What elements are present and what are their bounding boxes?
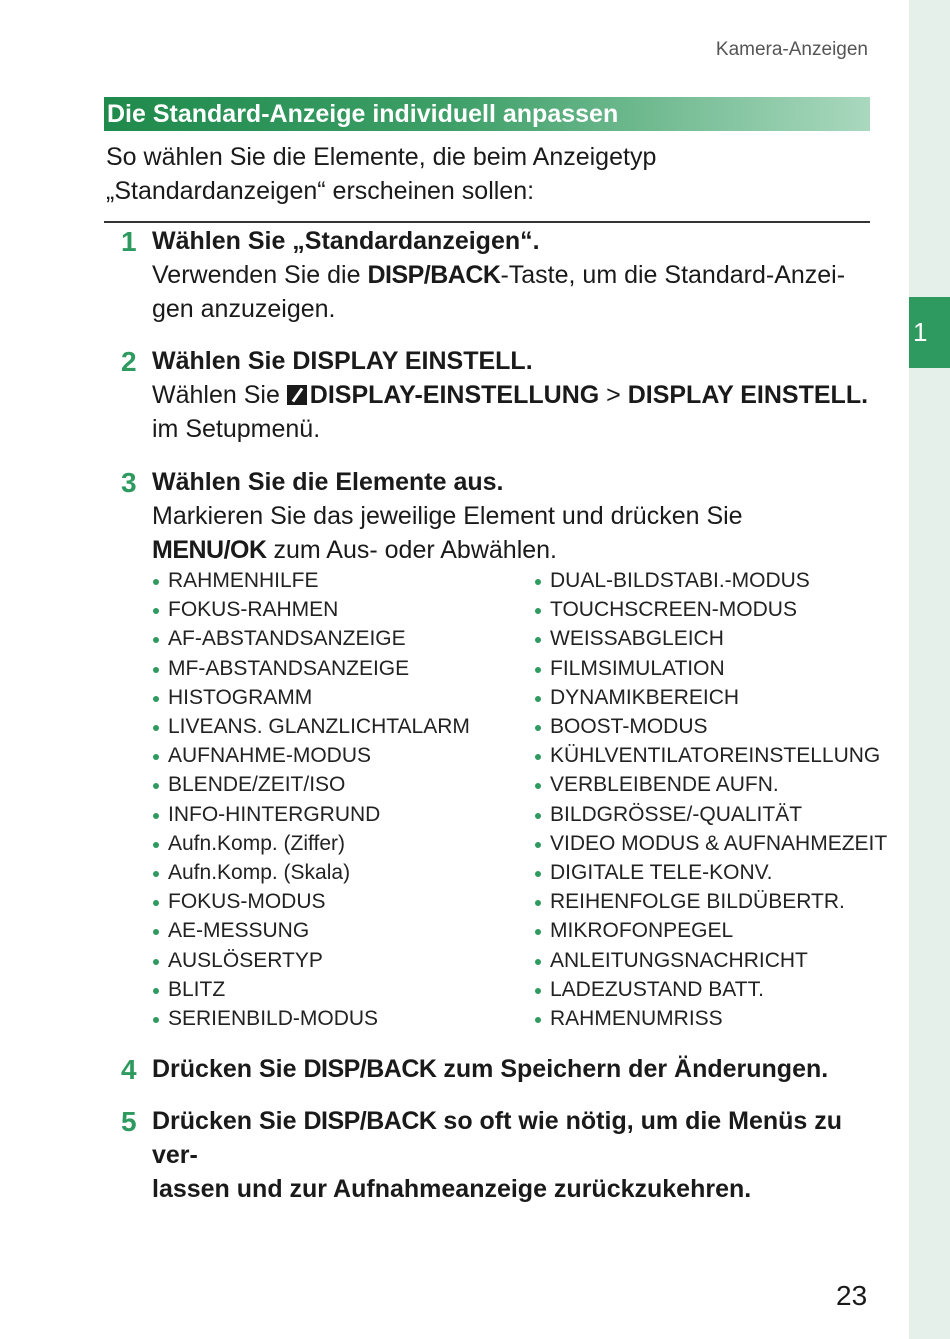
list-item: BOOST-MODUS [535, 712, 887, 741]
key-label: DISP/BACK [367, 261, 501, 289]
side-strip [909, 0, 950, 1339]
list-item: TOUCHSCREEN-MODUS [535, 595, 887, 624]
list-item: FOKUS-MODUS [153, 887, 470, 916]
list-item: VERBLEIBENDE AUFN. [535, 770, 887, 799]
step-text [152, 533, 872, 567]
list-item: REIHENFOLGE BILDÜBERTR. [535, 887, 887, 916]
list-item: Aufn.Komp. (Skala) [153, 858, 470, 887]
step-title [152, 344, 872, 378]
text: -Taste, um die Standard-Anzei- [500, 261, 846, 289]
elements-list-left [153, 566, 470, 1033]
step-title [152, 1052, 872, 1086]
list-item: ANLEITUNGSNACHRICHT [535, 946, 887, 975]
step-title: Wählen Sie die Elemente aus. [152, 468, 504, 496]
intro-line-1: So wählen Sie die Elemente, die beim Anzeigetyp [106, 143, 657, 171]
menu-label: DISPLAY EINSTELL. [292, 347, 533, 375]
intro-line-2: „Standardanzeigen“ erscheinen sollen: [106, 177, 535, 205]
list-item: LIVEANS. GLANZLICHTALARM [153, 712, 470, 741]
step-body [152, 465, 872, 567]
list-item: INFO-HINTERGRUND [153, 800, 470, 829]
step-number: 3 [121, 467, 137, 498]
step-number: 4 [121, 1054, 137, 1085]
step-text: gen anzuzeigen. [152, 295, 336, 323]
list-item: SERIENBILD-MODUS [153, 1004, 470, 1033]
list-item: AE-MESSUNG [153, 916, 470, 945]
step-text [152, 1104, 872, 1172]
list-item: RAHMENHILFE [153, 566, 470, 595]
text: Drücken Sie [152, 1107, 304, 1135]
step-text [152, 378, 872, 412]
list-item: AF-ABSTANDSANZEIGE [153, 624, 470, 653]
step-text: lassen und zur Aufnahmeanzeige zurückzukehren. [152, 1175, 752, 1203]
list-item: MF-ABSTANDSANZEIGE [153, 654, 470, 683]
step-text [152, 258, 872, 292]
list-item: LADEZUSTAND BATT. [535, 975, 887, 1004]
list-item: HISTOGRAMM [153, 683, 470, 712]
list-item: DYNAMIKBEREICH [535, 683, 887, 712]
list-item: Aufn.Komp. (Ziffer) [153, 829, 470, 858]
text: Wählen Sie [152, 381, 287, 409]
list-item: VIDEO MODUS & AUFNAHMEZEIT [535, 829, 887, 858]
list-item: AUFNAHME-MODUS [153, 741, 470, 770]
list-item: RAHMENUMRISS [535, 1004, 887, 1033]
list-item: AUSLÖSERTYP [153, 946, 470, 975]
key-label: MENU/OK [152, 536, 267, 564]
chapter-tab: 1 [909, 297, 950, 368]
step-number: 2 [121, 346, 137, 377]
list-item: BILDGRÖSSE/-QUALITÄT [535, 800, 887, 829]
step-text: Markieren Sie das jeweilige Element und drücken Sie [152, 502, 743, 530]
step-number: 1 [121, 226, 137, 257]
key-label: DISP/BACK [303, 1055, 437, 1083]
text: Drücken Sie [152, 1055, 304, 1083]
text: so oft wie nötig, um die Menüs zu ver- [152, 1107, 843, 1169]
separator: > [599, 381, 628, 409]
menu-label: DISPLAY-EINSTELLUNG [309, 381, 600, 409]
list-item: KÜHLVENTILATOREINSTELLUNG [535, 741, 887, 770]
menu-label: DISPLAY EINSTELL. [627, 381, 869, 409]
intro-paragraph [106, 140, 866, 208]
text: zum Aus- oder Abwählen. [266, 536, 558, 564]
list-item: FOKUS-RAHMEN [153, 595, 470, 624]
elements-list-right [535, 566, 887, 1033]
list-item: MIKROFONPEGEL [535, 916, 887, 945]
list-item: FILMSIMULATION [535, 654, 887, 683]
list-item: DUAL-BILDSTABI.-MODUS [535, 566, 887, 595]
list-item: BLENDE/ZEIT/ISO [153, 770, 470, 799]
list-item: WEISSABGLEICH [535, 624, 887, 653]
step-title [152, 1104, 872, 1206]
key-label: DISP/BACK [303, 1107, 437, 1135]
text: zum Speichern der Änderungen. [436, 1055, 829, 1083]
wrench-icon [287, 385, 307, 405]
running-head: Kamera-Anzeigen [715, 39, 868, 60]
text: Wählen Sie [152, 347, 293, 375]
divider-rule [104, 221, 870, 223]
step-number: 5 [121, 1106, 137, 1137]
step-body [152, 344, 872, 446]
step-title: Wählen Sie „Standardanzeigen“. [152, 227, 540, 255]
page-number: 23 [836, 1280, 868, 1311]
text: Verwenden Sie die [152, 261, 368, 289]
step-body [152, 224, 872, 326]
list-item: DIGITALE TELE-KONV. [535, 858, 887, 887]
list-item: BLITZ [153, 975, 470, 1004]
section-title: Die Standard-Anzeige individuell anpassen [104, 97, 870, 131]
step-text: im Setupmenü. [152, 415, 321, 443]
